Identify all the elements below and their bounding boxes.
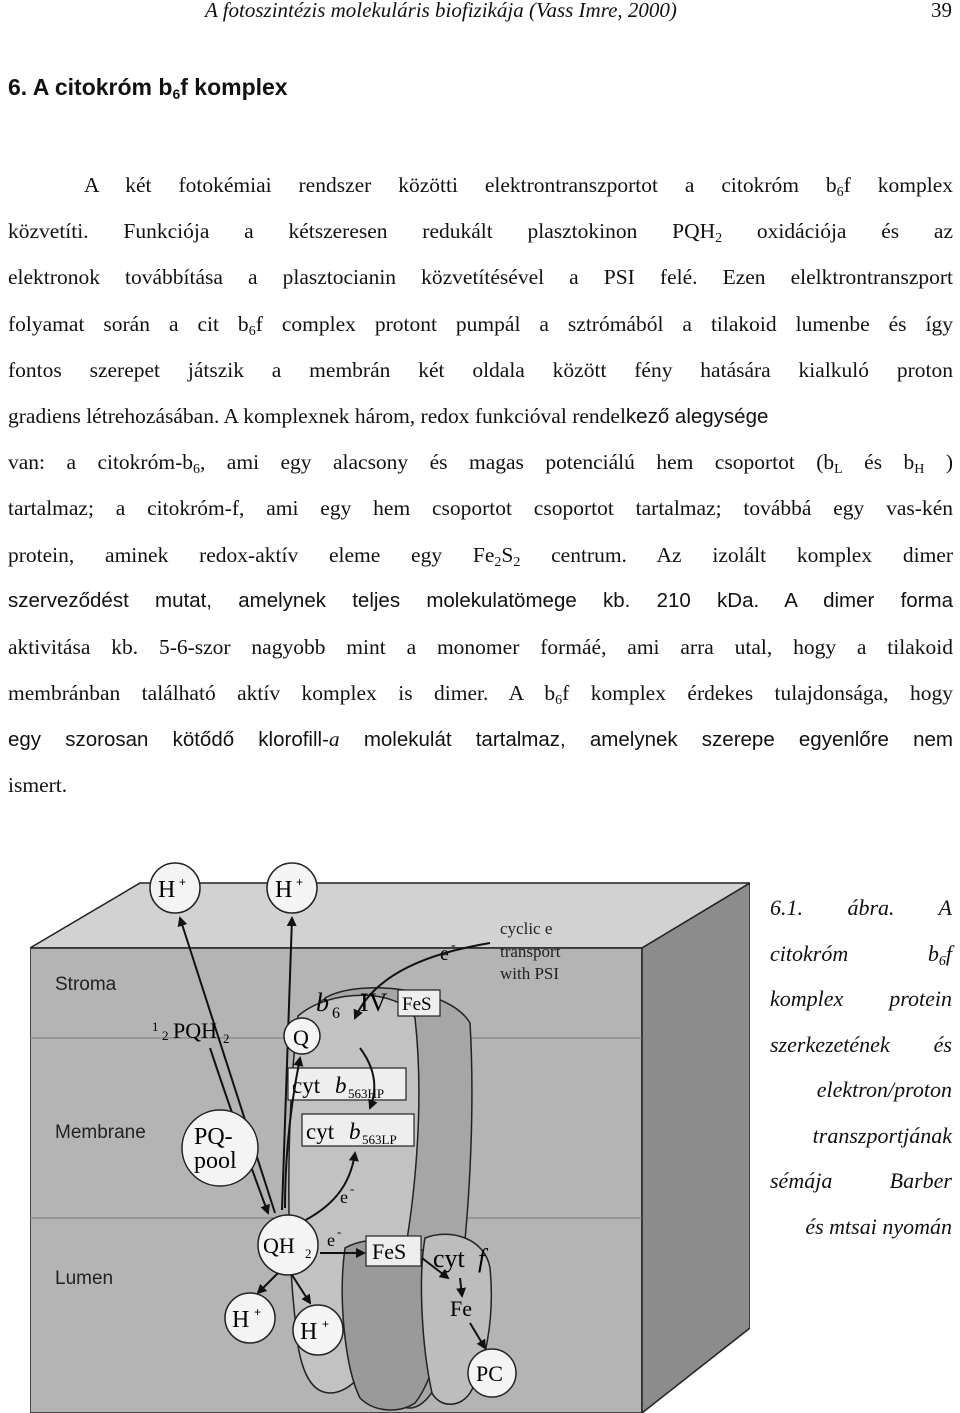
svg-text:2: 2: [162, 1028, 169, 1043]
text-line: ismert.: [8, 773, 68, 798]
caption-line: citokróm $b_6f$: [770, 940, 952, 969]
svg-text:H: H: [300, 1319, 318, 1345]
membrane-label: Membrane: [55, 1122, 146, 1143]
running-title: A fotoszintézis molekuláris biofizikája (Vass Imre, 2000): [205, 0, 677, 22]
text-line: folyamat során a cit $b_6f$ complex protont pumpál a sztrómából a tilakoid lumenbe és így: [8, 311, 953, 339]
svg-text:H: H: [158, 877, 176, 903]
svg-text:PC: PC: [476, 1361, 503, 1386]
q-site: [284, 1018, 320, 1054]
caption-line: és mtsai nyomán: [805, 1213, 952, 1239]
svg-text:6: 6: [332, 1005, 340, 1022]
fes-top-label: FeS: [402, 994, 432, 1015]
text-line: protein, aminek redox-aktív eleme egy $Fe_2S_2$ centrum. Az izolált komplex dimer: [8, 542, 953, 570]
caption-line: transzportjának: [812, 1122, 952, 1148]
svg-text:H: H: [275, 877, 293, 903]
h-plus-lumen-2: [293, 1305, 343, 1355]
svg-text:cyt: cyt: [306, 1119, 335, 1144]
main-paragraph: [8, 162, 953, 809]
svg-text:cyt: cyt: [292, 1073, 321, 1098]
svg-text:e: e: [440, 943, 449, 965]
svg-text:PQH: PQH: [173, 1018, 218, 1043]
svg-text:Q: Q: [293, 1025, 309, 1050]
svg-text:QH: QH: [263, 1233, 295, 1258]
cyclic-transport-label: [500, 919, 561, 983]
caption-line: szerkezetének és: [770, 1031, 952, 1057]
subunit-iv-label: IV: [360, 988, 388, 1017]
svg-text:-: -: [451, 938, 456, 953]
text-line: gradiens létrehozásában. A komplexnek három, redox funkcióval rendelkező alegysége: [8, 403, 769, 428]
svg-text:1: 1: [152, 1019, 159, 1034]
pq-pool: [182, 1110, 258, 1186]
svg-text:b: b: [316, 988, 329, 1017]
caption-line: 6.1. ábra. A: [770, 895, 952, 920]
stroma-label: Stroma: [55, 974, 117, 995]
page-number: 39: [931, 0, 952, 22]
text-line: aktivitása kb. 5-6-szor nagyobb mint a monomer formáé, ami arra utal, hogy a tilakoid: [8, 634, 953, 659]
text-line: van: a citokróm-$b_6$, ami egy alacsony és magas potenciálú hem csoportot ($b_L$ és $b_H$ ): [8, 450, 953, 478]
svg-text:transport: transport: [500, 942, 561, 961]
qh2-site: [258, 1215, 318, 1275]
chapter-heading: 6. A citokróm $b_6f$ komplex: [8, 74, 288, 102]
membrane-side-face: [642, 883, 750, 1413]
h-plus-lumen-1: [225, 1293, 275, 1343]
fes-lower-label: FeS: [372, 1239, 407, 1264]
cyt-f-label: [433, 1244, 489, 1273]
svg-text:+: +: [296, 875, 304, 889]
caption-line: sémája Barber: [770, 1168, 952, 1193]
text-line: szerveződést mutat, amelynek teljes molekulatömege kb. 210 kDa. A dimer forma: [8, 588, 953, 612]
svg-text:+: +: [179, 875, 187, 889]
fe-label: Fe: [450, 1296, 472, 1321]
text-line: fontos szerepet játszik a membrán két oldala között fény hatására kialkuló proton: [8, 357, 953, 382]
svg-text:+: +: [322, 1317, 330, 1331]
figure-caption: [770, 885, 952, 1249]
svg-text:e: e: [327, 1230, 335, 1250]
h-plus-stroma-2: [267, 863, 317, 913]
lumen-label: Lumen: [55, 1268, 114, 1289]
svg-text:2: 2: [305, 1246, 312, 1261]
svg-text:PQ-: PQ-: [194, 1124, 233, 1150]
svg-text:cyclic e: cyclic e: [500, 919, 553, 938]
svg-text:f: f: [478, 1244, 486, 1273]
text-line: tartalmaz; a citokróm-f, ami egy hem csoportot csoportot tartalmaz; továbbá egy vas-kén: [8, 496, 953, 521]
cytochrome-b6f-diagram: [30, 848, 750, 1413]
caption-line: komplex protein: [770, 986, 952, 1011]
text-line: elektronok továbbítása a plasztocianin közvetítésével a PSI felé. Ezen elelktrontranszport: [8, 265, 953, 290]
svg-text:563HP: 563HP: [348, 1086, 385, 1101]
svg-text:e: e: [340, 1187, 348, 1207]
text-line: A két fotokémiai rendszer közötti elektrontranszportot a citokróm $b_6f$ komplex: [84, 173, 953, 200]
svg-text:-: -: [350, 1181, 355, 1196]
text-line: egy szorosan kötődő klorofill-a molekulát tartalmaz, amelynek szerepe egyenlőre nem: [8, 727, 953, 752]
text-line: membránban található aktív komplex is dimer. A $b_6f$ komplex érdekes tulajdonsága, hogy: [8, 681, 953, 709]
page-header: [0, 0, 960, 28]
svg-text:cyt: cyt: [433, 1244, 465, 1273]
svg-text:-: -: [337, 1224, 342, 1239]
svg-text:H: H: [232, 1307, 250, 1333]
caption-line: elektron/proton: [816, 1077, 952, 1102]
text-line: közvetíti. Funkciója a kétszeresen redukált plasztokinon $PQH_2$ oxidációja és az: [8, 219, 954, 247]
svg-text:b: b: [335, 1073, 347, 1098]
svg-text:pool: pool: [194, 1148, 237, 1174]
svg-text:563LP: 563LP: [362, 1132, 397, 1147]
h-plus-stroma-1: [150, 863, 200, 913]
plastocyanin-pc: [468, 1349, 516, 1397]
membrane-top-face: [30, 883, 750, 948]
svg-text:b: b: [349, 1119, 361, 1144]
svg-text:with PSI: with PSI: [500, 964, 560, 983]
svg-text:+: +: [254, 1305, 262, 1319]
svg-text:2: 2: [223, 1031, 230, 1046]
